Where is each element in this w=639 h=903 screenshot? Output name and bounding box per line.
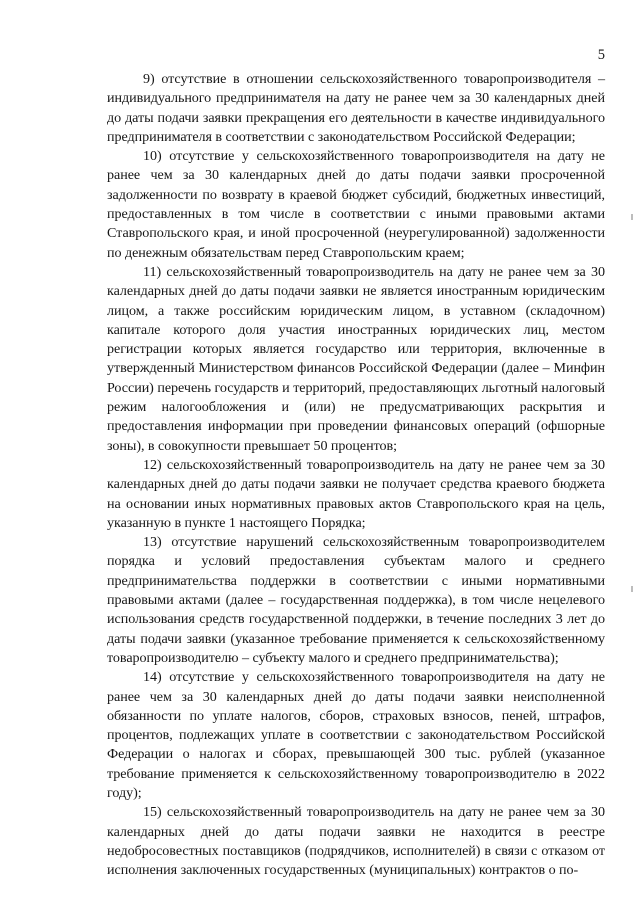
- paragraph-item-12: 12) сельскохозяйственный товаропроизводитель на дату не ранее чем за 30 календарных дней до даты подачи заявки не получает средства краевого бюджета на основании иных нормативных правовых актов Ставропольского края на цель, указанную в пункте 1 настоящего Порядка;: [107, 456, 605, 531]
- paragraph-item-10: 10) отсутствие у сельскохозяйственного товаропроизводителя на дату не ранее чем за 30 календарных дней до даты подачи заявки просроченной задолженности по возврату в краевой бюджет субсидий, бюджетных инвестиций, предоставленных в том числе в соответствии с иными правовыми актами Ставропольского края, и иной просроченной (неурегулированной) задолженности по денежным обязательствам перед Ставропольским краем;: [107, 148, 605, 261]
- paragraph-item-11: 11) сельскохозяйственный товаропроизводитель на дату не ранее чем за 30 календарных дней до даты подачи заявки не является иностранным юридическим лицом, а также российским юридическим лицом, в уставном (складочном) капитале которого доля участия иностранных юридических лиц, местом регистрации которых является государство или территория, включенные в утвержденный Министерством финансов Российской Федерации (далее – Минфин России) перечень государств и территорий, предоставляющих льготный налоговый режим налогообложения и (или) не предусматривающих раскрытия и предоставления информации при проведении финансовых операций (офшорные зоны), в совокупности превышает 50 процентов;: [107, 263, 605, 454]
- scan-edge-mark: [631, 214, 633, 220]
- paragraph-item-15: 15) сельскохозяйственный товаропроизводитель на дату не ранее чем за 30 календарных дней до даты подачи заявки не находится в реестре недобросовестных поставщиков (подрядчиков, исполнителей) в связи с отказом от исполнения заключенных государственных (муниципальных) контрактов о по-: [107, 804, 605, 879]
- paragraph-item-13: 13) отсутствие нарушений сельскохозяйственным товаропроизводителем порядка и условий предоставления субъектам малого и среднего предпринимательства поддержки в соответствии с иными нормативными правовыми актами (далее – государственная поддержка), в том числе нецелевого использования средств государственной поддержки, в течение последних 3 лет до даты подачи заявки (указанное требование применяется к сельскохозяйственному товаропроизводителю – субъекту малого и среднего предпринимательства);: [107, 534, 605, 666]
- document-body: [107, 70, 605, 880]
- scan-edge-mark: [631, 586, 633, 592]
- paragraph-item-9: 9) отсутствие в отношении сельскохозяйственного товаропроизводителя – индивидуального предпринимателя на дату не ранее чем за 30 календарных дней до даты подачи заявки прекращения его деятельности в качестве индивидуального предпринимателя в соответствии с законодательством Российской Федерации;: [107, 71, 605, 145]
- paragraph-item-14: 14) отсутствие у сельскохозяйственного товаропроизводителя на дату не ранее чем за 30 календарных дней до даты подачи заявки неисполненной обязанности по уплате налогов, сборов, страховых взносов, пеней, штрафов, процентов, подлежащих уплате в соответствии с законодательством Российской Федерации о налогах и сборах, превышающей 300 тыс. рублей (указанное требование применяется к сельскохозяйственному товаропроизводителю в 2022 году);: [107, 669, 605, 801]
- page-number: 5: [597, 47, 605, 63]
